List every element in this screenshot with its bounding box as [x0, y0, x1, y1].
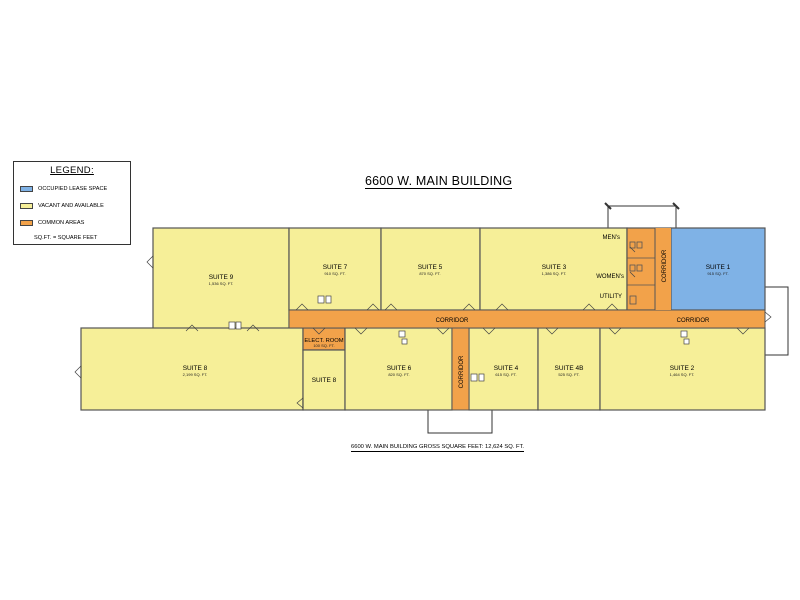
- north-corridor-label: CORRIDOR: [662, 249, 668, 283]
- suite-3-label: SUITE 3: [541, 264, 567, 271]
- mens-restroom-label: MEN's: [602, 235, 620, 241]
- suite-1-label: SUITE 1: [705, 264, 731, 271]
- north-entry: [605, 203, 679, 228]
- suite-8-area: 2,199 SQ. FT.: [182, 372, 208, 377]
- suite-4-label: SUITE 4: [493, 365, 519, 372]
- suite-6-label: SUITE 6: [386, 365, 412, 372]
- page-title: 6600 W. MAIN BUILDING: [365, 174, 513, 188]
- suite-4b-label: SUITE 4B: [554, 365, 584, 372]
- legend-label: VACANT AND AVAILABLE: [38, 203, 104, 209]
- suite-4-area: 615 SQ. FT.: [495, 372, 517, 377]
- womens-restroom-label: WOMEN's: [596, 274, 624, 280]
- suite-4b-area: 525 SQ. FT.: [558, 372, 580, 377]
- electrical-room-label: ELECT. ROOM: [304, 338, 344, 344]
- legend-label: OCCUPIED LEASE SPACE: [38, 186, 108, 192]
- east-entry: [765, 287, 788, 355]
- suite-9-label: SUITE 9: [208, 274, 234, 281]
- suite-7-area: 910 SQ. FT.: [324, 271, 346, 276]
- south-corridor-label: CORRIDOR: [459, 355, 465, 389]
- suite-5-area: 870 SQ. FT.: [419, 271, 441, 276]
- main-corridor-label: CORRIDOR: [435, 318, 469, 324]
- south-entry: [428, 410, 492, 433]
- legend-title: LEGEND:: [50, 165, 94, 176]
- suite-5-label: SUITE 5: [417, 264, 443, 271]
- suite-9-area: 1,536 SQ. FT.: [208, 281, 234, 286]
- east-corridor-label: CORRIDOR: [676, 318, 710, 324]
- suite-2-label: SUITE 2: [669, 365, 695, 372]
- suite-8-label: SUITE 8: [182, 365, 208, 372]
- utility-room-label: UTILITY: [599, 294, 622, 300]
- suite-3-area: 1,386 SQ. FT.: [541, 271, 567, 276]
- gross-area-note: 6600 W. MAIN BUILDING GROSS SQUARE FEET: 12,624 SQ. FT.: [351, 444, 524, 450]
- suite-1-area: 915 SQ. FT.: [707, 271, 729, 276]
- legend-note: SQ.FT. = SQUARE FEET: [34, 235, 98, 241]
- suite-6-area: 820 SQ. FT.: [388, 372, 410, 377]
- suite-2-area: 1,464 SQ. FT.: [669, 372, 695, 377]
- suite-8-east-label: SUITE 8: [311, 377, 337, 384]
- legend-label: COMMON AREAS: [38, 220, 85, 226]
- suite-7-label: SUITE 7: [322, 264, 348, 271]
- electrical-room-area: 100 SQ. FT.: [313, 343, 335, 348]
